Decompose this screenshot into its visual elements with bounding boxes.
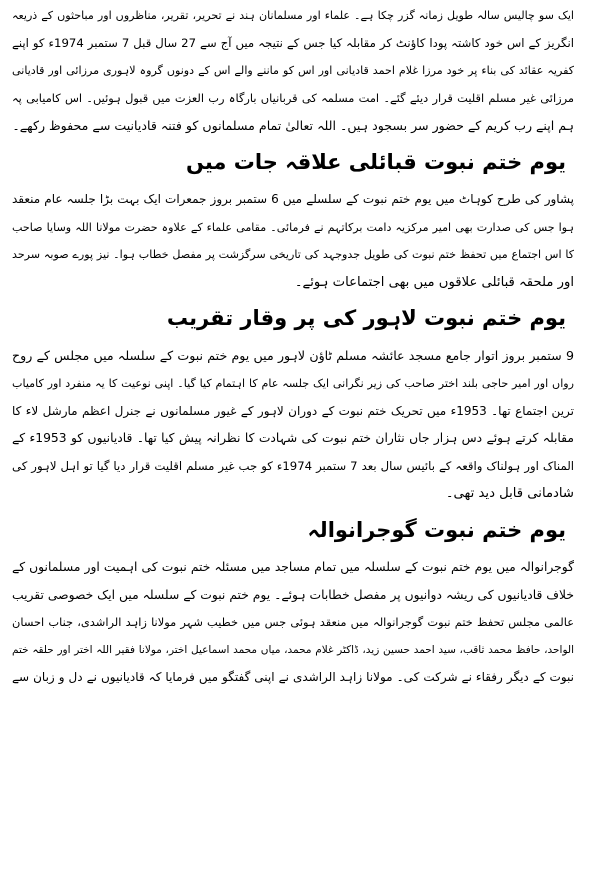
paragraph-line: رواں اور امیر حاجی بلند اختر صاحب کی زیر نگرانی ایک جلسہ عام کا اہتمام کیا گیا۔ اپنی نوعیت کا یہ منفرد اور کامیاب (12, 376, 574, 390)
intro-line: ایک سو چالیس سالہ طویل زمانہ گزر چکا ہے۔ علماء اور مسلمانان ہند نے تحریر، تقریر، مناظروں اور مباحثوں کے ذریعہ (12, 9, 574, 22)
paragraph-line: ہوا جس کی صدارت بھی امیر مرکزیہ دامت برکاتہم نے فرمائی۔ مقامی علماء کے علاوہ حضرت مولانا اللہ وسایا صاحب (12, 220, 574, 234)
section-paragraph-lahore (12, 342, 574, 508)
intro-line: انگریز کے اس خود کاشتہ پودا کاؤنٹ کر مقابلہ کیا جس کے نتیجہ میں آج سے 27 سال قبل 7 ستمبر 1974ء کو اپنے (12, 35, 574, 50)
paragraph-line: گوجرانوالہ میں یوم ختم نبوت کے سلسلہ میں تمام مساجد میں مسئلہ ختم نبوت کی اہمیت اور مسلمانوں کے (12, 559, 574, 574)
paragraph-line: عالمی مجلس تحفظ ختم نبوت گوجرانوالہ میں منعقد ہوئی جس میں خطیب شہر مولانا زاہد الراشدی، جناب احسان (12, 615, 574, 630)
paragraph-line: ترین اجتماع تھا۔ 1953ء میں تحریک ختم نبوت کے دوران لاہور کے غیور مسلمانوں نے جنرل اعظم مارشل لاء کا (12, 403, 574, 418)
paragraph-line: المناک اور ہولناک واقعہ کے بائیس سال بعد 7 ستمبر 1974ء کو جب غیر مسلم اقلیت قرار دیا گیا تو اہل لاہور کی (12, 458, 574, 473)
intro-paragraph (12, 2, 574, 140)
intro-line: مرزائی غیر مسلم اقلیت قرار دیئے گئے۔ امت مسلمہ کی قربانیاں بارگاہ رب العزت میں قبول ہوئیں۔ اس کامیابی پہ (12, 90, 574, 105)
paragraph-line: نبوت کے دیگر رفقاء نے شرکت کی۔ مولانا زاہد الراشدی نے اپنی گفتگو میں فرمایا کہ قادیانیوں نے دل و زبان سے (12, 670, 574, 685)
section-heading-tribal-areas: یوم ختم نبوت قبائلی علاقہ جات میں (185, 149, 566, 174)
paragraph-line: خلاف قادیانیوں کی ریشہ دوانیوں پر مفصل خطابات ہوئے۔ یوم ختم نبوت کے سلسلہ میں ایک خصوصی تقریب (12, 587, 574, 602)
paragraph-line: پشاور کی طرح کوہاٹ میں یوم ختم نبوت کے سلسلے میں 6 ستمبر بروز جمعرات ایک بہت بڑا جلسہ عام منعقد (12, 191, 574, 206)
paragraph-line: کا اس اجتماع میں تحفظ ختم نبوت کی طویل جدوجہد کی تاریخی سرگزشت پر مفصل خطاب ہوا۔ نیز پورے صوبہ سرحد (12, 248, 574, 262)
intro-line: کفریہ عقائد کی بناء پر خود مرزا غلام احمد قادیانی اور اس کو ماننے والے اس کے دونوں گروہ لاہوری مرزائی اور قادیانی (12, 64, 574, 78)
paragraph-line: شادمانی قابل دید تھی۔ (445, 486, 574, 502)
paragraph-line: 9 ستمبر بروز اتوار جامع مسجد عائشہ مسلم ٹاؤن لاہور میں یوم ختم نبوت کے سلسلہ میں مجلس کے روح (12, 348, 574, 364)
intro-line: ہم اپنے رب کریم کے حضور سر بسجود ہیں۔ اللہ تعالیٰ تمام مسلمانوں کو فتنہ قادیانیت سے محفوظ رکھے۔ (12, 118, 574, 134)
section-paragraph-gujranwala (12, 554, 574, 692)
section-heading-lahore: یوم ختم نبوت لاہور کی پر وقار تقریب (166, 306, 566, 331)
paragraph-line: الواحد، حافظ محمد ثاقب، سید احمد حسین زید، ڈاکٹر غلام محمد، میاں محمد اسماعیل اختر، مولانا فقیر اللہ اختر اور حلقہ ختم (12, 643, 574, 656)
section-paragraph-tribal-areas (12, 186, 574, 296)
paragraph-line: اور ملحقہ قبائلی علاقوں میں بھی اجتماعات ہوئے۔ (294, 274, 574, 290)
paragraph-line: مقابلہ کرتے ہوئے دس ہزار جاں نثاران ختم نبوت کی شہادت کا نظرانہ پیش کیا تھا۔ قادیانیوں کو 1953ء کے (12, 431, 574, 446)
section-heading-gujranwala: یوم ختم نبوت گوجرانوالہ (307, 517, 566, 542)
